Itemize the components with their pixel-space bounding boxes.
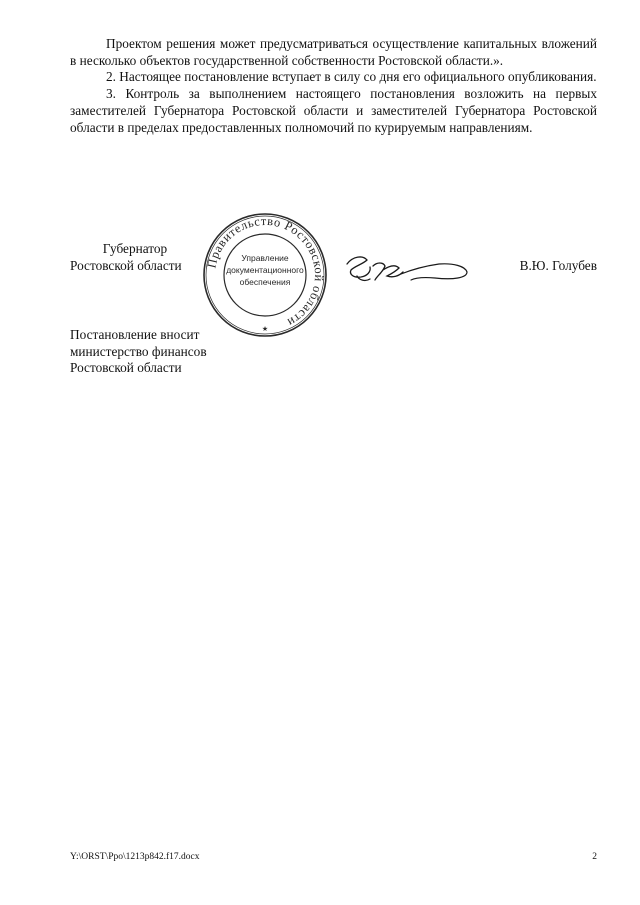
submitted-by-block [70, 327, 290, 377]
paragraph-capital-investments: Проектом решения может предусматриваться осуществление капитальных вложений в несколько объектов государственной собственности Ростовской области.». [70, 36, 597, 68]
signatory-title [70, 240, 200, 274]
seal-inner-line2: документационного [226, 265, 304, 275]
submitted-by-line2: министерство финансов [70, 343, 207, 359]
seal-inner-line3: обеспечения [239, 277, 291, 287]
seal-star-icon: ★ [261, 325, 269, 333]
signatory-title-line2: Ростовской области [70, 258, 182, 273]
submitted-by-line1: Постановление вносит [70, 327, 200, 342]
official-seal-stamp [201, 211, 329, 339]
paragraph-entry-into-force: 2. Настоящее постановление вступает в силу со дня его официального опубликования. [106, 69, 597, 85]
footer-page-number: 2 [592, 852, 597, 862]
signatory-title-line1: Губернатор [102, 241, 168, 256]
seal-outer-text: Правительство Ростовской области [204, 213, 327, 330]
paragraph-control: 3. Контроль за выполнением настоящего постановления возложить на первых заместителей Губернатора Ростовской области и заместителей Губернатора Ростовской области в пределах предоставленных полномочий по курируемым направлениям. [70, 86, 597, 135]
document-body [70, 36, 597, 136]
submitted-by-line3: Ростовской области [70, 360, 182, 376]
signatory-name: В.Ю. Голубев [519, 258, 597, 273]
footer-file-path: Y:\ORST\Ppo\1213p842.f17.docx [70, 852, 200, 862]
seal-inner-line1: Управление [241, 253, 289, 263]
page-footer [70, 852, 597, 862]
handwritten-signature [343, 250, 473, 290]
